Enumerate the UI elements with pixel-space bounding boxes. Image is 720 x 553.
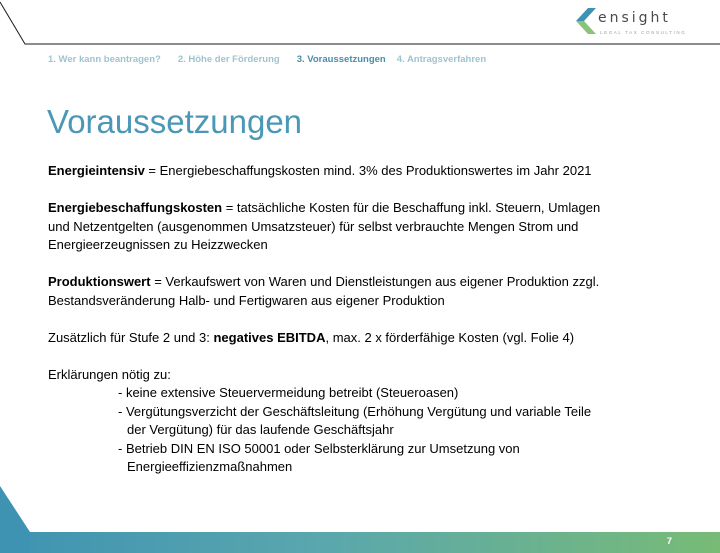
nav-item-antragsverfahren[interactable]: 4. Antragsverfahren — [396, 54, 487, 65]
footer-bar — [0, 532, 720, 553]
declarations-intro: Erklärungen nötig zu: — [48, 366, 171, 382]
definition-energiebeschaffungskosten — [48, 199, 668, 255]
term-negatives-ebitda: negatives EBITDA — [213, 329, 326, 345]
logo-mark-icon — [574, 6, 598, 36]
definition-text: = Verkaufswert von Waren und Dienstleistungen aus eigener Produktion zzgl. — [150, 274, 600, 289]
term-produktionswert: Produktionswert — [48, 274, 151, 289]
section-nav — [48, 54, 503, 65]
list-item: - keine extensive Steuervermeidung betreibt (Steueroasen) — [118, 385, 459, 400]
declarations — [48, 366, 668, 477]
slide-content — [48, 162, 668, 495]
definition-text: = tatsächliche Kosten für die Beschaffung inkl. Steuern, Umlagen — [222, 200, 601, 215]
nav-item-hoehe-der-foerderung[interactable]: 2. Höhe der Förderung — [177, 54, 280, 65]
definition-produktionswert — [48, 273, 668, 310]
definition-text: = Energiebeschaffungskosten mind. 3% des Produktionswertes im Jahr 2021 — [144, 163, 592, 178]
requirement-text: Zusätzlich für Stufe 2 und 3: — [48, 329, 214, 345]
page-number: 7 — [666, 536, 672, 547]
requirement-text: , max. 2 x förderfähige Kosten (vgl. Folie 4) — [325, 329, 575, 345]
logo-wordmark: ensight — [598, 10, 671, 26]
nav-item-wer-kann-beantragen[interactable]: 1. Wer kann beantragen? — [48, 54, 161, 65]
logo-tagline: LEGAL TAX CONSULTING — [600, 30, 687, 35]
list-item-continuation: der Vergütung) für das laufende Geschäftsjahr — [127, 422, 394, 437]
definition-text: Energieerzeugnissen zu Heizzwecken — [48, 237, 268, 252]
footer-corner-accent — [0, 486, 30, 553]
definition-text: und Netzentgelten (ausgenommen Umsatzsteuer) für selbst verbrauchte Mengen Strom und — [48, 218, 579, 234]
list-item: - Vergütungsverzicht der Geschäftsleitung (Erhöhung Vergütung und variable Teile — [118, 403, 592, 419]
definition-text: Bestandsveränderung Halb- und Fertigwaren aus eigener Produktion — [48, 292, 445, 308]
declarations-list — [48, 384, 668, 477]
term-energiebeschaffungskosten: Energiebeschaffungskosten — [48, 200, 223, 215]
list-item-continuation: Energieeffizienzmaßnahmen — [127, 459, 293, 474]
list-item: - Betrieb DIN EN ISO 50001 oder Selbsterklärung zur Umsetzung von — [118, 440, 520, 456]
term-energieintensiv: Energieintensiv — [48, 163, 145, 178]
additional-requirement — [48, 329, 668, 348]
nav-item-voraussetzungen[interactable]: 3. Voraussetzungen — [296, 54, 386, 65]
page-title: Voraussetzungen — [47, 103, 303, 140]
company-logo — [574, 6, 687, 40]
definition-energieintensiv — [48, 162, 668, 181]
